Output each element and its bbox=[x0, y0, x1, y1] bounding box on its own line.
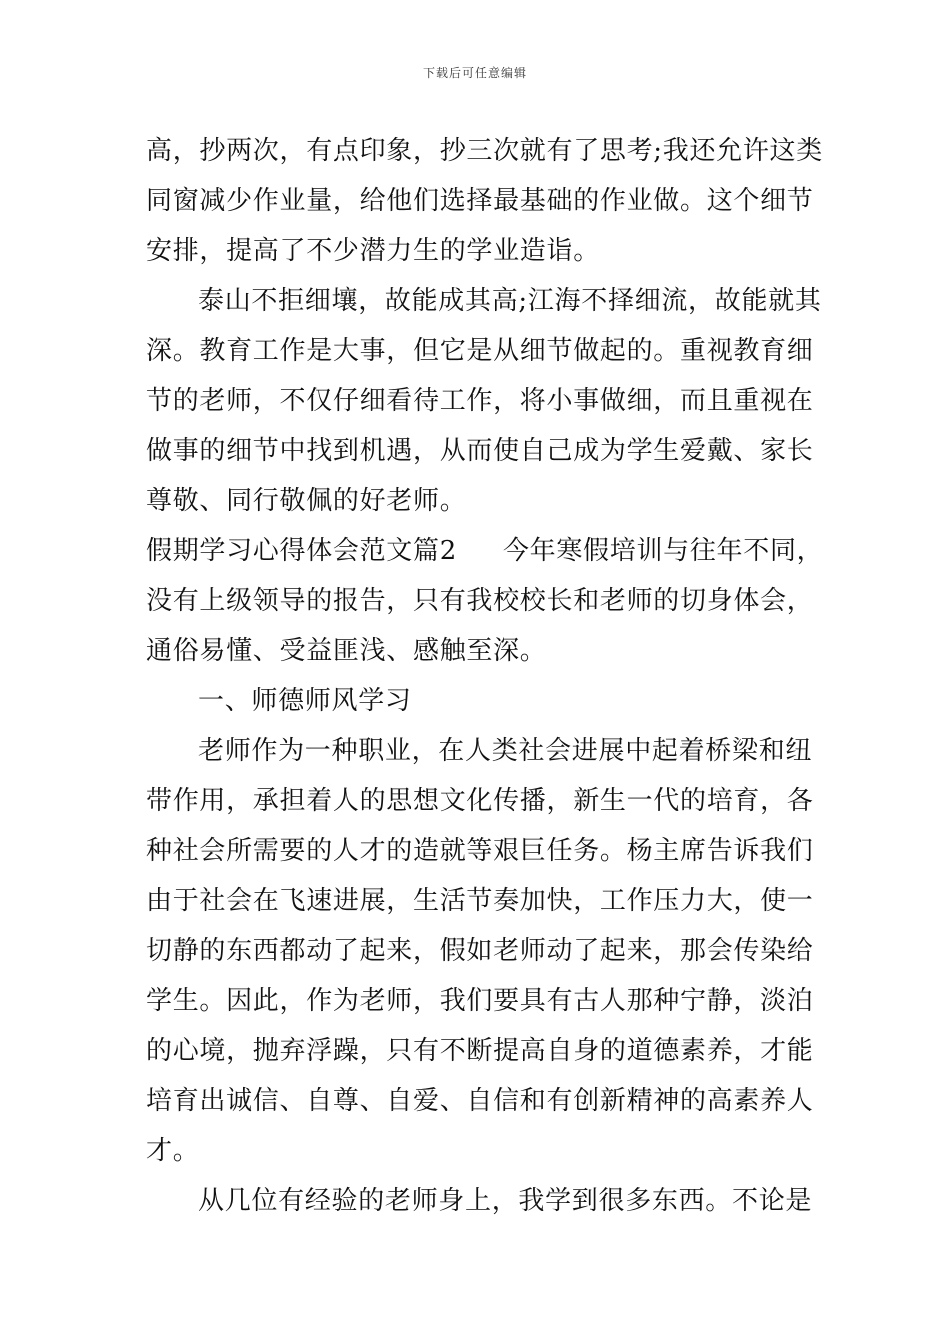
text-run: 今年寒假培训与往年不同， bbox=[502, 536, 824, 566]
text-line: 尊敬、同行敬佩的好老师。 bbox=[146, 486, 467, 516]
text-line: 切静的东西都动了起来，假如老师动了起来，那会传染给 bbox=[146, 936, 814, 966]
document-body bbox=[146, 126, 824, 1226]
text-line: 学生。因此，作为老师，我们要具有古人那种宁静，淡泊 bbox=[146, 986, 814, 1016]
text-line: 安排，提高了不少潜力生的学业造诣。 bbox=[146, 236, 600, 266]
text-line: 才。 bbox=[146, 1136, 200, 1166]
paragraph-3 bbox=[146, 526, 824, 676]
text-line: 老师作为一种职业，在人类社会进展中起着桥梁和纽 bbox=[198, 736, 813, 766]
text-line: 通俗易懂、受益匪浅、感触至深。 bbox=[146, 636, 547, 666]
text-line: 种社会所需要的人才的造就等艰巨任务。杨主席告诉我们 bbox=[146, 836, 814, 866]
paragraph-4 bbox=[146, 676, 810, 726]
paragraph-1 bbox=[146, 126, 823, 276]
text-line: 的心境，抛弃浮躁，只有不断提高自身的道德素养，才能 bbox=[146, 1036, 814, 1066]
text-line: 没有上级领导的报告，只有我校校长和老师的切身体会， bbox=[146, 586, 814, 616]
paragraph-5 bbox=[146, 726, 814, 1176]
text-line: 泰山不拒细壤，故能成其高;江海不择细流，故能就其 bbox=[198, 286, 822, 316]
subheading-line: 一、师德师风学习 bbox=[198, 686, 412, 716]
text-line: 带作用，承担着人的思想文化传播，新生一代的培育，各 bbox=[146, 786, 814, 816]
text-line: 同窗减少作业量，给他们选择最基础的作业做。这个细节 bbox=[146, 186, 814, 216]
text-line: 深。教育工作是大事，但它是从细节做起的。重视教育细 bbox=[146, 336, 814, 366]
section-title-line bbox=[146, 526, 824, 576]
page-header: 下载后可任意编辑 bbox=[422, 66, 527, 80]
paragraph-6 bbox=[146, 1176, 813, 1226]
text-line: 高，抄两次，有点印象，抄三次就有了思考;我还允许这类 bbox=[146, 136, 823, 166]
paragraph-2 bbox=[146, 276, 822, 526]
text-line: 节的老师，不仅仔细看待工作，将小事做细，而且重视在 bbox=[146, 386, 814, 416]
text-line: 培育出诚信、自尊、自爱、自信和有创新精神的高素养人 bbox=[146, 1086, 814, 1116]
text-line: 做事的细节中找到机遇，从而使自己成为学生爱戴、家长 bbox=[146, 436, 814, 466]
text-line: 从几位有经验的老师身上，我学到很多东西。不论是 bbox=[198, 1186, 813, 1216]
section-title: 假期学习心得体会范文篇2 bbox=[146, 536, 457, 566]
text-line: 由于社会在飞速进展，生活节奏加快，工作压力大，使一 bbox=[146, 886, 814, 916]
